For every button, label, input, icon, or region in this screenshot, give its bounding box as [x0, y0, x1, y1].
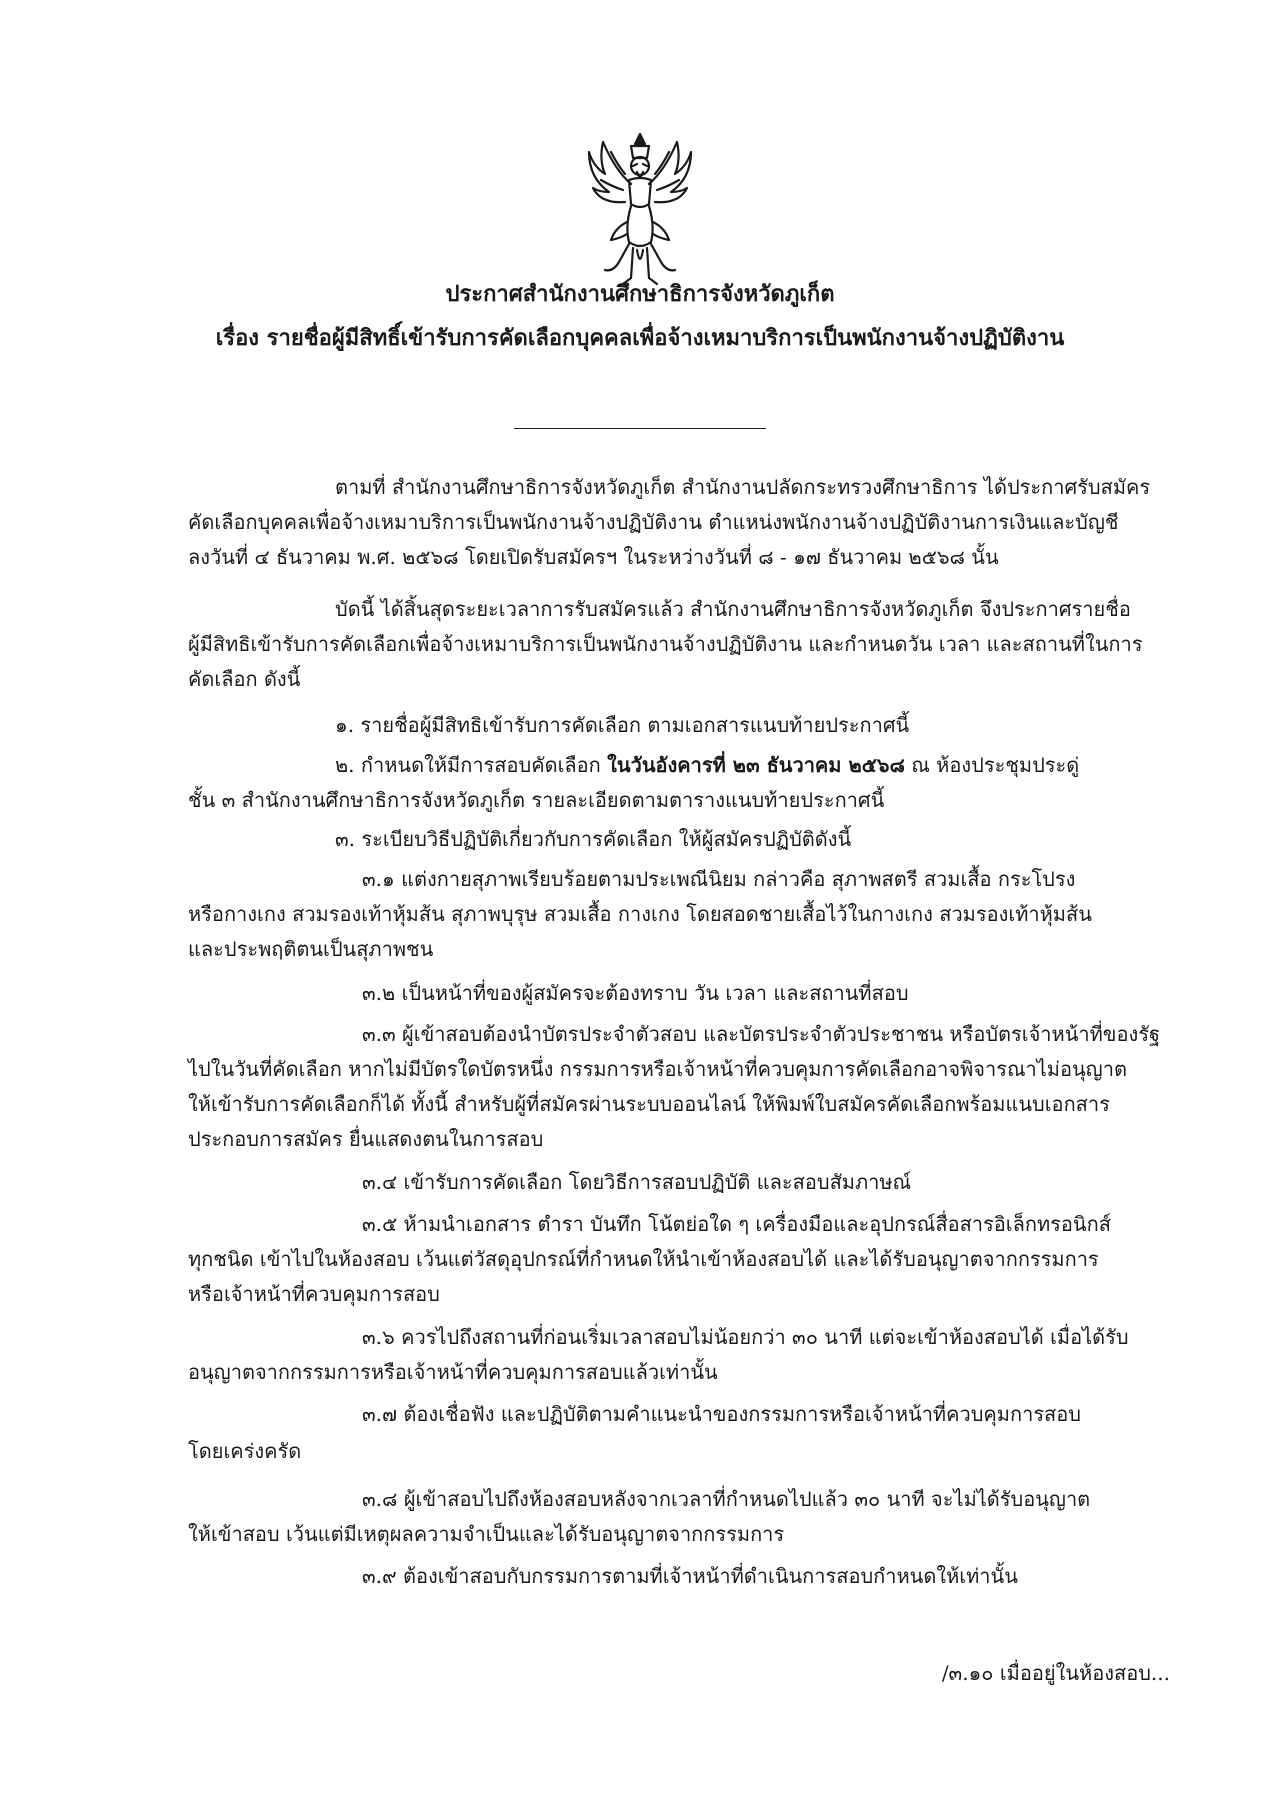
sub-3-8-line-2: ให้เข้าสอบ เว้นแต่มีเหตุผลความจำเป็นและได้รับอนุญาตจากกรรมการ: [188, 1522, 785, 1546]
item-1: ๑. รายชื่อผู้มีสิทธิเข้ารับการคัดเลือก ตามเอกสารแนบท้ายประกาศนี้: [335, 713, 910, 737]
sub-3-3-line-3: ให้เข้ารับการคัดเลือกก็ได้ ทั้งนี้ สำหรับผู้ที่สมัครผ่านระบบออนไลน์ ให้พิมพ์ใบสมัครคัดเลือกพร้อมแนบเอกสาร: [188, 1092, 1110, 1116]
item-2-suffix: ณ ห้องประชุมประดู่: [904, 753, 1080, 777]
paragraph-1-line-3: ลงวันที่ ๔ ธันวาคม พ.ศ. ๒๕๖๘ โดยเปิดรับสมัครฯ ในระหว่างวันที่ ๘ - ๑๗ ธันวาคม ๒๕๖๘ นั้น: [188, 545, 999, 569]
sub-3-4: ๓.๔ เข้ารับการคัดเลือก โดยวิธีการสอบปฏิบัติ และสอบสัมภาษณ์: [362, 1170, 912, 1194]
sub-3-6-line-1: ๓.๖ ควรไปถึงสถานที่ก่อนเริ่มเวลาสอบไม่น้อยกว่า ๓๐ นาที แต่จะเข้าห้องสอบได้ เมื่อได้รับ: [362, 1325, 1129, 1349]
announcement-title: ประกาศสำนักงานศึกษาธิการจังหวัดภูเก็ต: [445, 281, 835, 307]
paragraph-2-line-3: คัดเลือก ดังนี้: [188, 667, 301, 691]
sub-3-5-line-1: ๓.๕ ห้ามนำเอกสาร ตำรา บันทึก โน้ตย่อใด ๆ เครื่องมือและอุปกรณ์สื่อสารอิเล็กทรอนิกส์: [362, 1212, 1111, 1236]
sub-3-3-line-2: ไปในวันที่คัดเลือก หากไม่มีบัตรใดบัตรหนึ่ง กรรมการหรือเจ้าหน้าที่ควบคุมการคัดเลือกอาจพิจารณาไม่อนุญาต: [188, 1057, 1127, 1081]
sub-3-3-line-1: ๓.๓ ผู้เข้าสอบต้องนำบัตรประจำตัวสอบ และบัตรประจำตัวประชาชน หรือบัตรเจ้าหน้าที่ของรัฐ: [362, 1022, 1161, 1046]
sub-3-3-line-4: ประกอบการสมัคร ยื่นแสดงตนในการสอบ: [188, 1127, 544, 1151]
item-2-exam-date: ในวันอังคารที่ ๒๓ ธันวาคม ๒๕๖๘: [607, 753, 905, 777]
header-divider: [514, 428, 766, 429]
item-3: ๓. ระเบียบวิธีปฏิบัติเกี่ยวกับการคัดเลือก ให้ผู้สมัครปฏิบัติดังนี้: [335, 827, 852, 851]
sub-3-9: ๓.๙ ต้องเข้าสอบกับกรรมการตามที่เจ้าหน้าที่ดำเนินการสอบกำหนดให้เท่านั้น: [362, 1564, 1018, 1588]
sub-3-1-line-1: ๓.๑ แต่งกายสุภาพเรียบร้อยตามประเพณีนิยม กล่าวคือ สุภาพสตรี สวมเสื้อ กระโปรง: [362, 867, 1076, 891]
item-2-prefix: ๒. กำหนดให้มีการสอบคัดเลือก: [335, 753, 608, 777]
sub-3-1-line-2: หรือกางเกง สวมรองเท้าหุ้มส้น สุภาพบุรุษ สวมเสื้อ กางเกง โดยสอดชายเสื้อไว้ในกางเกง สวมรองเท้าหุ้มส้น: [188, 902, 1092, 926]
sub-3-6-line-2: อนุญาตจากกรรมการหรือเจ้าหน้าที่ควบคุมการสอบแล้วเท่านั้น: [188, 1360, 718, 1384]
item-2-line-1: [335, 750, 1079, 780]
sub-3-5-line-2: ทุกชนิด เข้าไปในห้องสอบ เว้นแต่วัสดุอุปกรณ์ที่กำหนดให้นำเข้าห้องสอบได้ และได้รับอนุญาตจากกรรมการ: [188, 1247, 1099, 1271]
sub-3-1-line-3: และประพฤติตนเป็นสุภาพชน: [188, 937, 434, 961]
paragraph-2-line-1: บัดนี้ ได้สิ้นสุดระยะเวลาการรับสมัครแล้ว สำนักงานศึกษาธิการจังหวัดภูเก็ต จึงประกาศรายชื่อ: [335, 597, 1131, 621]
sub-3-7-line-2: โดยเคร่งครัด: [188, 1439, 302, 1463]
sub-3-5-line-3: หรือเจ้าหน้าที่ควบคุมการสอบ: [188, 1282, 440, 1306]
announcement-subject: เรื่อง รายชื่อผู้มีสิทธิ์เข้ารับการคัดเลือกบุคคลเพื่อจ้างเหมาบริการเป็นพนักงานจ้างปฏิบัติงาน: [215, 325, 1065, 351]
sub-3-7-line-1: ๓.๗ ต้องเชื่อฟัง และปฏิบัติตามคำแนะนำของกรรมการหรือเจ้าหน้าที่ควบคุมการสอบ: [362, 1402, 1081, 1426]
item-2-line-2: ชั้น ๓ สำนักงานศึกษาธิการจังหวัดภูเก็ต รายละเอียดตามตารางแนบท้ายประกาศนี้: [188, 788, 885, 812]
sub-3-8-line-1: ๓.๘ ผู้เข้าสอบไปถึงห้องสอบหลังจากเวลาที่กำหนดไปแล้ว ๓๐ นาที จะไม่ได้รับอนุญาต: [362, 1487, 1091, 1511]
garuda-emblem-icon: [585, 130, 695, 288]
continued-marker: /๓.๑๐ เมื่ออยู่ในห้องสอบ...: [941, 1661, 1170, 1685]
sub-3-2: ๓.๒ เป็นหน้าที่ของผู้สมัครจะต้องทราบ วัน เวลา และสถานที่สอบ: [362, 981, 909, 1005]
paragraph-2-line-2: ผู้มีสิทธิเข้ารับการคัดเลือกเพื่อจ้างเหมาบริการเป็นพนักงานจ้างปฏิบัติงาน และกำหนดวัน เวลา และสถานที่ในการ: [188, 632, 1143, 656]
paragraph-1-line-1: ตามที่ สำนักงานศึกษาธิการจังหวัดภูเก็ต สำนักงานปลัดกระทรวงศึกษาธิการ ได้ประกาศรับสมัคร: [335, 475, 1151, 499]
paragraph-1-line-2: คัดเลือกบุคคลเพื่อจ้างเหมาบริการเป็นพนักงานจ้างปฏิบัติงาน ตำแหน่งพนักงานจ้างปฏิบัติงานการเงินและบัญชี: [188, 510, 1119, 534]
